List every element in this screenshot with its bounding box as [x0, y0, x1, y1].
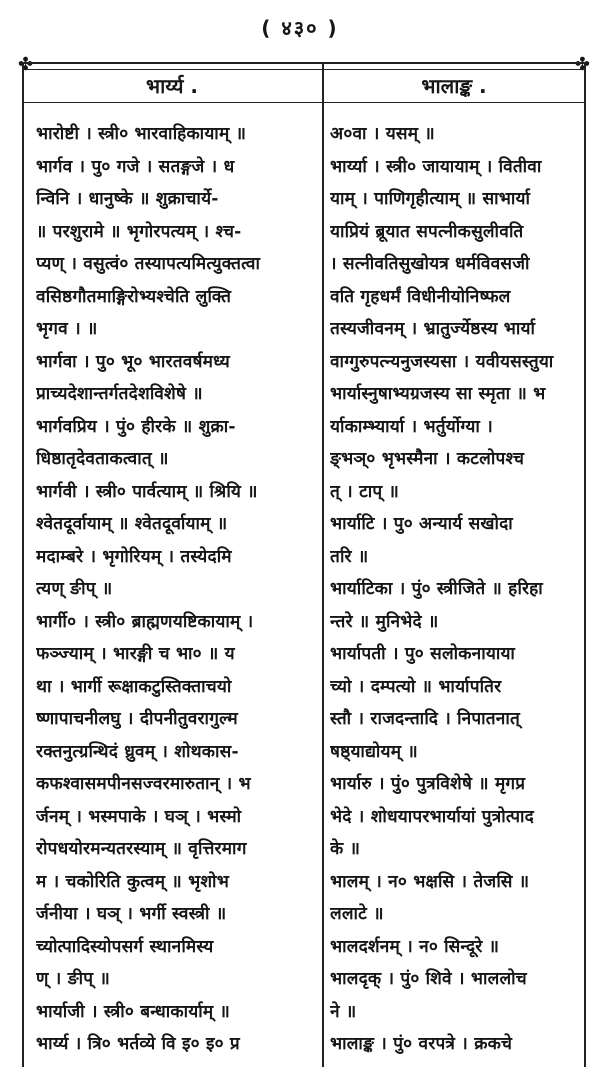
frame-right-border [584, 62, 586, 1067]
text-line: मदाम्बरे । भृगोरियम् । तस्येदमि [36, 546, 232, 567]
text-line: भृगव । ॥ [36, 319, 98, 339]
text-line: भार्याजी । स्त्री० बन्धाकार्याम् ॥ [36, 1001, 231, 1022]
text-line: तरि ॥ [330, 546, 369, 567]
frame-left-border [22, 62, 24, 1067]
text-line: र्जनीया । घञ् । भर्गी स्वस्त्री ॥ [36, 904, 227, 924]
text-line: भालाङ्क । पुं० वरपत्रे । क्रकचे [330, 1034, 513, 1054]
text-line: भारोष्टी । स्त्री० भारवाहिकायाम् ॥ [36, 124, 247, 144]
text-line: याम् । पाणिगृहीत्याम् ॥ साभार्या [330, 189, 531, 209]
text-line: भेदे । शोधयापरभार्यायां पुत्रोत्पाद [330, 806, 534, 827]
text-line: । सत्नीवतिसुखोयत्र धर्मविवसजी [330, 254, 530, 274]
text-line: न्विनि । धानुष्के ॥ शुक्राचार्ये- [36, 189, 219, 209]
text-line: च्योत्पादिस्योपसर्ग स्थानमिस्य [36, 936, 214, 957]
left-column [36, 118, 318, 1065]
text-line: भार्यारु । पुं० पुत्रविशेषे ॥ मृगप्र [330, 774, 526, 794]
text-line: तस्यजीवनम् । भ्रातुर्ज्येष्ठस्य भार्या [330, 319, 536, 339]
text-line: च्यो । दम्पत्यो ॥ भार्यापतिर [330, 676, 502, 697]
text-line: के ॥ [330, 839, 361, 859]
text-line: ष्णापाचनीलघु । दीपनीतुवरागुल्म [36, 709, 238, 729]
text-line: भार्गी० । स्त्री० ब्राह्मणयष्टिकायाम् । [36, 611, 254, 632]
text-line: भार्यास्नुषाभ्यग्रजस्य सा स्मृता ॥ भ [330, 384, 546, 404]
top-ornament-left: ✤ [18, 54, 34, 75]
text-line: ॥ परशुरामे ॥ भृगोरपत्यम् । श्च- [36, 221, 242, 242]
text-line: धिष्ठातृदेवताकत्वात् ॥ [36, 449, 169, 469]
text-line: अ०वा । यसम् ॥ [330, 124, 435, 144]
text-line: न्तरे ॥ मुनिभेदे ॥ [330, 611, 439, 632]
text-line: रक्तनुत्ग्रन्थिदं ध्रुवम् । शोथकास- [36, 741, 239, 762]
text-line: ण् । ङीप् ॥ [36, 969, 110, 989]
text-line: भार्गवप्रिय । पुं० हीरके ॥ शुक्रा- [36, 416, 236, 437]
text-line: भालम् । न० भक्षसि । तेजसि ॥ [330, 871, 530, 892]
text-line: त्यण् ङीप् ॥ [36, 579, 113, 599]
text-line: भार्य्या । स्त्री० जायायाम् । वितीवा [330, 156, 542, 177]
text-line: भार्याटिका । पुं० स्त्रीजिते ॥ हरिहा [330, 579, 543, 599]
top-ornament-right: ✤ [574, 54, 590, 75]
text-line: भार्यापती । पु० सलोकनायाया [330, 644, 516, 664]
text-line: स्तौ । राजदन्तादि । निपातनात् [330, 709, 520, 729]
text-line: प्यण् । वसुत्वं० तस्यापत्यमित्युक्तत्वा [36, 254, 261, 274]
right-guide-word: भालाङ्क . [421, 74, 487, 98]
text-line: प्राच्यदेशान्तर्गतदेशविशेषे ॥ [36, 384, 203, 404]
text-line: भालदृक् । पुं० शिवे । भाललोच [330, 969, 527, 989]
text-line: था । भार्गी रूक्षाकटुस्तिक्ताचयो [36, 676, 232, 697]
top-rule [22, 62, 586, 70]
text-line: रोपधयोरमन्यतरस्याम् ॥ वृत्तिरमाग [36, 839, 247, 859]
text-line: कफश्वासमपीनसज्वरमारुतान् । भ [36, 774, 251, 794]
text-line: ललाटे ॥ [330, 904, 384, 924]
text-line: भार्गव । पु० गजे । सतङ्गजे । ध [36, 156, 235, 177]
text-line: म । चकोरिति कुत्वम् ॥ भृशोभ [36, 871, 229, 892]
text-line: र्याकाम्भ्यार्या । भर्तुर्योग्या । [330, 416, 493, 437]
text-line: ङ्भञ्० भृभस्मैना । कटलोपश्च [330, 449, 525, 469]
left-guide-word: भार्य्य . [146, 74, 198, 98]
text-line: भार्गवा । पु० भू० भारतवर्षमध्य [36, 351, 230, 372]
text-line: भार्य्य । त्रि० भर्तव्ये वि इ० इ० प्र [36, 1034, 240, 1054]
text-line: त् । टाप् ॥ [330, 481, 400, 502]
page-number: ( ४३० ) [261, 16, 339, 40]
text-line: फञ्ज्याम् । भारङ्गी च भा० ॥ य [36, 644, 235, 664]
text-line: वति गृहधर्मं विधीनीयोनिष्फल [330, 286, 511, 307]
text-line: र्जनम् । भस्मपाके । घञ् । भस्मो [36, 806, 242, 827]
text-line: षष्ठ्याद्योयम् ॥ [330, 741, 418, 762]
text-line: वसिष्ठगौतमाङ्गिरोभ्यश्चेति लुक्ति [36, 286, 232, 307]
text-line: श्वेतदूर्वायाम् ॥ श्वेतदूर्वायाम् ॥ [36, 514, 228, 534]
text-line: याप्रियं ब्रूयात सपत्नीकसुलीवति [330, 221, 524, 242]
text-line: वाग्गुरुपत्न्यनुजस्यसा । यवीयसस्तुया [330, 351, 554, 372]
text-line: भार्याटि । पु० अन्यार्य सखोदा [330, 514, 513, 534]
text-line: भालदर्शनम् । न० सिन्दूरे ॥ [330, 936, 500, 957]
column-divider [322, 62, 324, 1067]
right-column [330, 118, 582, 1065]
text-line: भार्गवी । स्त्री० पार्वत्याम् ॥ श्रियि ॥ [36, 481, 258, 502]
header-rule [22, 102, 586, 103]
text-line: ने ॥ [330, 1001, 357, 1022]
